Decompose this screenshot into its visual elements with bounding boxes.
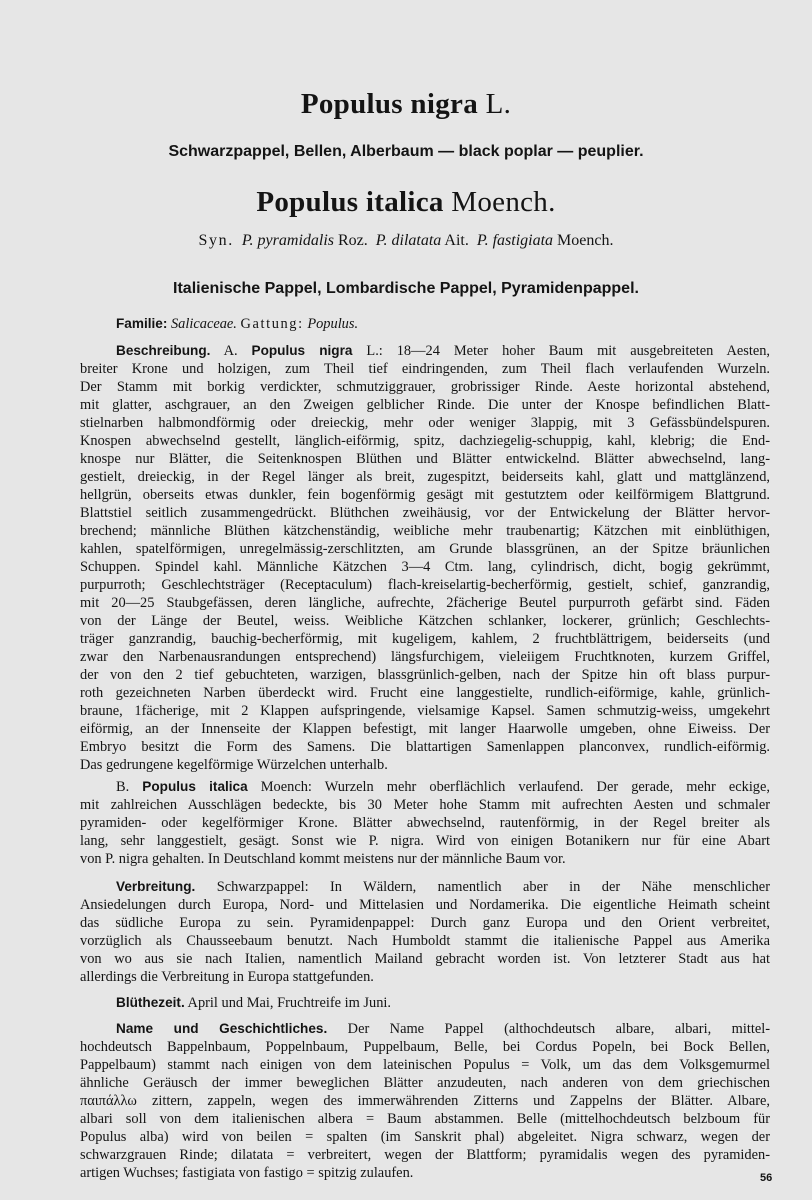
synonym-name: P. pyramidalis [241,232,334,249]
paragraph-text: Wurzeln mehr oberflächlich verlaufend. Der gerade, mehr eckige, [324,779,770,795]
text-line: der von den 2 tief gebuchteten, warzigen, blassgrünlich-gelben, nach der Spitze hin oft blass purpur- [80,667,770,683]
text-line: mit 20—25 Staubgefässen, deren längliche, aufrechte, 2fächerige Beutel purpurroth gefärbt sind. Fäden [80,595,770,611]
text-line: Blattstiel seitlich zusammengedrückt. Blüthchen zweihäusig, vor der Entwickelung der Blätter hervor- [80,505,770,521]
text-line: roth gezeichneten Narben überdeckt wird. Frucht eine langgestielte, rundlich-eiförmige, kahle, grünlich- [80,685,770,701]
text-line: eiförmig, an der Innenseite der Klappen befestigt, mit langer Haarwolle umgeben, ohne Eiweiss. Der [80,721,770,737]
paragraph-text: Der Name Pappel (althochdeutsch albare, albari, mittel- [347,1021,770,1037]
text-line: purpurroth; Geschlechtsträger (Receptaculum) flach-kreiselartig-becherförmig, gestielt, schief, ganzrandig, [80,577,770,593]
text-line: vorzüglich als Chausseebaum benutzt. Nach Humboldt stammt die italienische Pappel aus Amerika [80,933,770,949]
text-line: knospe nur Blätter, die Seitenknospen Blüthen und Blätter entwickelnd. Blätter abwechselnd, lang- [80,451,770,467]
text-line: träger ganzrandig, bauchig-becherförmig, mit kugeligem, kahlem, 2 fruchtblättrigem, beiderseits (und [80,631,770,647]
subsection-author: Moench: [260,779,312,795]
synonym-author: Roz. [338,232,368,249]
genus-value: Populus. [307,316,359,332]
text-line: παιπάλλω zittern, zappeln, wegen des immerwährenden Zitterns und Zappelns der Blätter. Albare, [80,1093,770,1109]
section-heading: Blüthezeit. [116,995,185,1010]
text-line: Pappelbaum) stammt nach einigen von dem lateinischen Populus = Volk, um das dem Volksgemurmel [80,1057,770,1073]
paragraph-text: Schwarzpappel: In Wäldern, namentlich aber in der Nähe menschlicher [216,879,770,895]
page-number: 56 [760,1172,773,1184]
text-line: von P. nigra gehalten. In Deutschland kommt meistens nur der männliche Baum vor. [80,851,566,867]
species-name: Populus italica [256,186,444,218]
species-author: L. [485,88,512,120]
text-line: hellgrün, oberseits etwas dunkler, fein bogenförmig gesägt mit gestutztem oder keilförmigem Blattgrund. [80,487,770,503]
paragraph-text: April und Mai, Fruchtreife im Juni. [187,995,391,1011]
common-names-nigra: Schwarzpappel, Bellen, Alberbaum — black poplar — peuplier. [168,143,644,160]
text-line: Embryo besitzt die Form des Samens. Die blattartigen Samenlappen planconvex, rundlich-eiförmig. [80,739,770,755]
text-line: das südliche Europa zu sein. Pyramidenpappel: Durch ganz Europa und den Orient verbreitet, [80,915,770,931]
text-line: Der Stamm mit borkig verdickter, schmutziggrauer, grobrissiger Rinde. Aeste horizontal abstehend, [80,379,770,395]
text-line: Populus alba) wird von beilen = spalten (im Sanskrit phal) abgeleitet. Nigra schwarz, wegen der [80,1129,770,1145]
subsection-species: Populus italica [142,779,248,794]
common-names-italica: Italienische Pappel, Lombardische Pappel, Pyramidenpappel. [173,280,639,297]
flowering-line [116,994,391,1012]
synonyms-label: Syn. [198,232,234,249]
subsection-species: Populus nigra [251,343,353,358]
text-line: gestielt, dreieckig, in der Regel länger als breit, zugespitzt, beiderseits kahl, glatt und mattglänzend, [80,469,770,485]
subsection-marker: B. [116,779,130,795]
subsection-marker: A. [223,343,238,359]
subsection-author: L.: [366,343,383,359]
text-line: von der Länge der Beutel, weiss. Weibliche Kätzchen schlanker, lockerer, grünlich; Geschlechts- [80,613,770,629]
species-title-italica [0,186,812,219]
text-line: ähnliche Geräusch der immer beweglichen Blätter anzudeuten, nach anderen von dem griechischen [80,1075,770,1091]
species-author: Moench. [451,186,556,218]
text-line: breiter Krone und holzigen, zum Theil tief eindringenden, zum Theil flach verlaufenden Wurzeln. [80,361,770,377]
text-line: stielnarben halbmondförmig oder dreieckig, mehr oder weniger 3lappig, mit 3 Gefässbündelspuren. [80,415,770,431]
text-line: Ansiedelungen durch Europa, Nord- und Mittelasien und Nordamerika. Die eigentliche Heimath scheint [80,897,770,913]
section-heading: Verbreitung. [116,879,196,894]
synonym-name: P. dilatata [375,232,442,249]
text-line: schwarzgrauen Rinde; dilatata = verbreitert, wegen der Blattform; pyramidalis wegen des pyramiden- [80,1147,770,1163]
species-name: Populus nigra [300,88,478,120]
text-line: Schuppen. Spindel kahl. Männliche Kätzchen 3—4 Ctm. lang, cylindrisch, dicht, bogig gekrümmt, [80,559,770,575]
text-line: pyramiden- oder kegelförmiger Krone. Blätter abwechselnd, rautenförmig, in der Regel breiter als [80,815,770,831]
text-line: lang, sehr langgestielt, gesägt. Sonst wie P. nigra. Wird von einigen Botanikern nur für eine Abart [80,833,770,849]
synonym-name: P. fastigiata [476,232,554,249]
text-line: Das gedrungene kegelförmige Würzelchen unterhalb. [80,757,388,773]
text-line: zwar den Narbenausrandungen entsprechend) längsfurchigem, vieleiigem Fruchtknoten, kurzem Griffel, [80,649,770,665]
text-line: brechend; männliche Blüthen kätzchenständig, weibliche mehr traubenartig; Kätzchen mit einblüthigen, [80,523,770,539]
synonym-author: Ait. [444,232,469,249]
text-line: Knospen abwechselnd gestellt, länglich-eiförmig, spitz, dachziegelig-schuppig, kahl, klebrig; die End- [80,433,770,449]
distribution-first-line [116,878,770,896]
family-line [116,315,358,333]
description-first-line [116,342,770,360]
text-line: mit glatter, aschgrauer, an den Zweigen gelblicher Rinde. Die unter der Knospe befindlichen Blatt- [80,397,770,413]
genus-label: Gattung: [240,316,304,332]
species-title-nigra [0,88,812,121]
text-line: von wo aus sie nach Italien, namentlich Mailand gebracht worden ist. Von letzterer Stadt aus hat [80,951,770,967]
text-line: artigen Wuchses; fastigiata von fastigo = spitzig zulaufen. [80,1165,414,1181]
section-heading: Name und Geschichtliches. [116,1021,328,1036]
paragraph-text: 18—24 Meter hoher Baum mit ausgebreiteten Aesten, [396,343,771,359]
text-line: albari soll von dem italienischen albera = Baum abstammen. Belle (mittelhochdeutsch belzboum für [80,1111,770,1127]
text-line: hochdeutsch Bappelnbaum, Poppelnbaum, Puppelbaum, Belle, bei Cordus Popeln, bei Bock Bellen, [80,1039,770,1055]
text-line: mit zahlreichen Ausschlägen bedeckte, bis 30 Meter hohe Stamm mit aufrechten Aesten und schmaler [80,797,770,813]
synonyms-line [0,232,812,250]
etymology-first-line [116,1020,770,1038]
text-line: allerdings die Verbreitung in Europa stattgefunden. [80,969,374,985]
synonym-author: Moench. [557,232,614,249]
text-line: braune, 1fächerige, mit 2 Klappen aufspringende, vielsamige Kapsel. Samen schmutzig-weiss, umgekehrt [80,703,770,719]
family-value: Salicaceae. [170,316,237,332]
italica-first-line [116,778,770,796]
text-line: kahlen, spatelförmigen, unregelmässig-zerschlitzten, am Grunde blassgrünen, an der Spitze bräunlichen [80,541,770,557]
family-label: Familie: [116,316,168,331]
section-heading: Beschreibung. [116,343,211,358]
